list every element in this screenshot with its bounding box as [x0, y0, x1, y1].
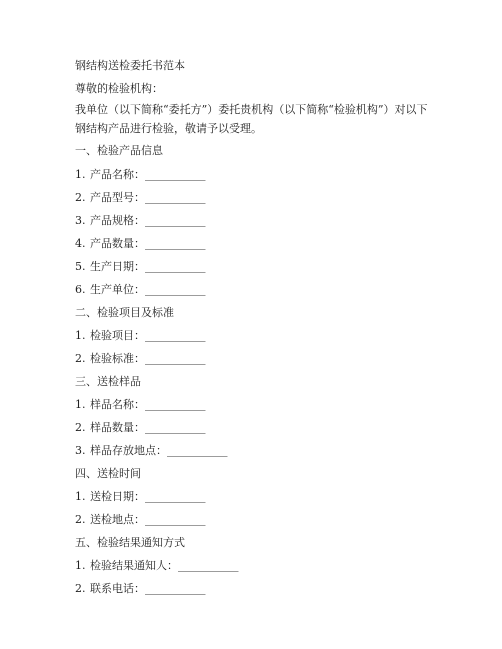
section-heading: 五、检验结果通知方式 [75, 536, 185, 549]
list-item [75, 283, 206, 297]
item-text: 产品规格：___________ [90, 214, 206, 227]
item-text: 生产日期：___________ [90, 260, 206, 273]
item-number: 1. [75, 559, 86, 572]
list-item [75, 559, 239, 573]
item-text: 检验项目：___________ [90, 329, 206, 342]
item-text: 生产单位：___________ [90, 283, 206, 296]
item-number: 1. [75, 168, 86, 181]
section-heading: 三、送检样品 [75, 375, 141, 388]
list-item [75, 168, 206, 182]
list-item [75, 191, 206, 205]
item-text: 样品名称：___________ [90, 398, 206, 411]
item-number: 3. [75, 214, 86, 227]
item-text: 产品名称：___________ [90, 168, 206, 181]
item-number: 6. [75, 283, 86, 296]
item-text: 产品型号：___________ [90, 191, 206, 204]
list-item [75, 513, 206, 527]
item-text: 产品数量：___________ [90, 237, 206, 250]
item-number: 1. [75, 490, 86, 503]
item-text: 样品数量：___________ [90, 421, 206, 434]
item-number: 1. [75, 398, 86, 411]
item-text: 送检地点：___________ [90, 513, 206, 526]
list-item [75, 582, 206, 596]
list-item [75, 214, 206, 228]
document-title: 钢结构送检委托书范本 [75, 59, 185, 72]
item-number: 1. [75, 329, 86, 342]
list-item [75, 237, 206, 251]
item-text: 送检日期：___________ [90, 490, 206, 503]
intro-paragraph: 我单位（以下简称“委托方”）委托贵机构（以下简称“检验机构”）对以下钢结构产品进行检验，敬请予以受理。 [75, 103, 428, 135]
item-text: 联系电话：___________ [90, 582, 206, 595]
item-text: 检验标准：___________ [90, 352, 206, 365]
item-number: 2. [75, 421, 86, 434]
item-number: 4. [75, 237, 86, 250]
salutation: 尊敬的检验机构： [75, 82, 163, 95]
item-text: 检验结果通知人：___________ [90, 559, 239, 572]
list-item [75, 352, 206, 366]
section-heading: 四、送检时间 [75, 467, 141, 480]
list-item [75, 329, 206, 343]
list-item [75, 444, 228, 458]
item-number: 2. [75, 513, 86, 526]
item-number: 5. [75, 260, 86, 273]
item-text: 样品存放地点：___________ [90, 444, 228, 457]
section-heading: 一、检验产品信息 [75, 144, 163, 157]
list-item [75, 260, 206, 274]
item-number: 2. [75, 352, 86, 365]
section-heading: 二、检验项目及标准 [75, 306, 174, 319]
item-number: 2. [75, 191, 86, 204]
list-item [75, 421, 206, 435]
list-item [75, 490, 206, 504]
item-number: 3. [75, 444, 86, 457]
list-item [75, 398, 206, 412]
item-number: 2. [75, 582, 86, 595]
